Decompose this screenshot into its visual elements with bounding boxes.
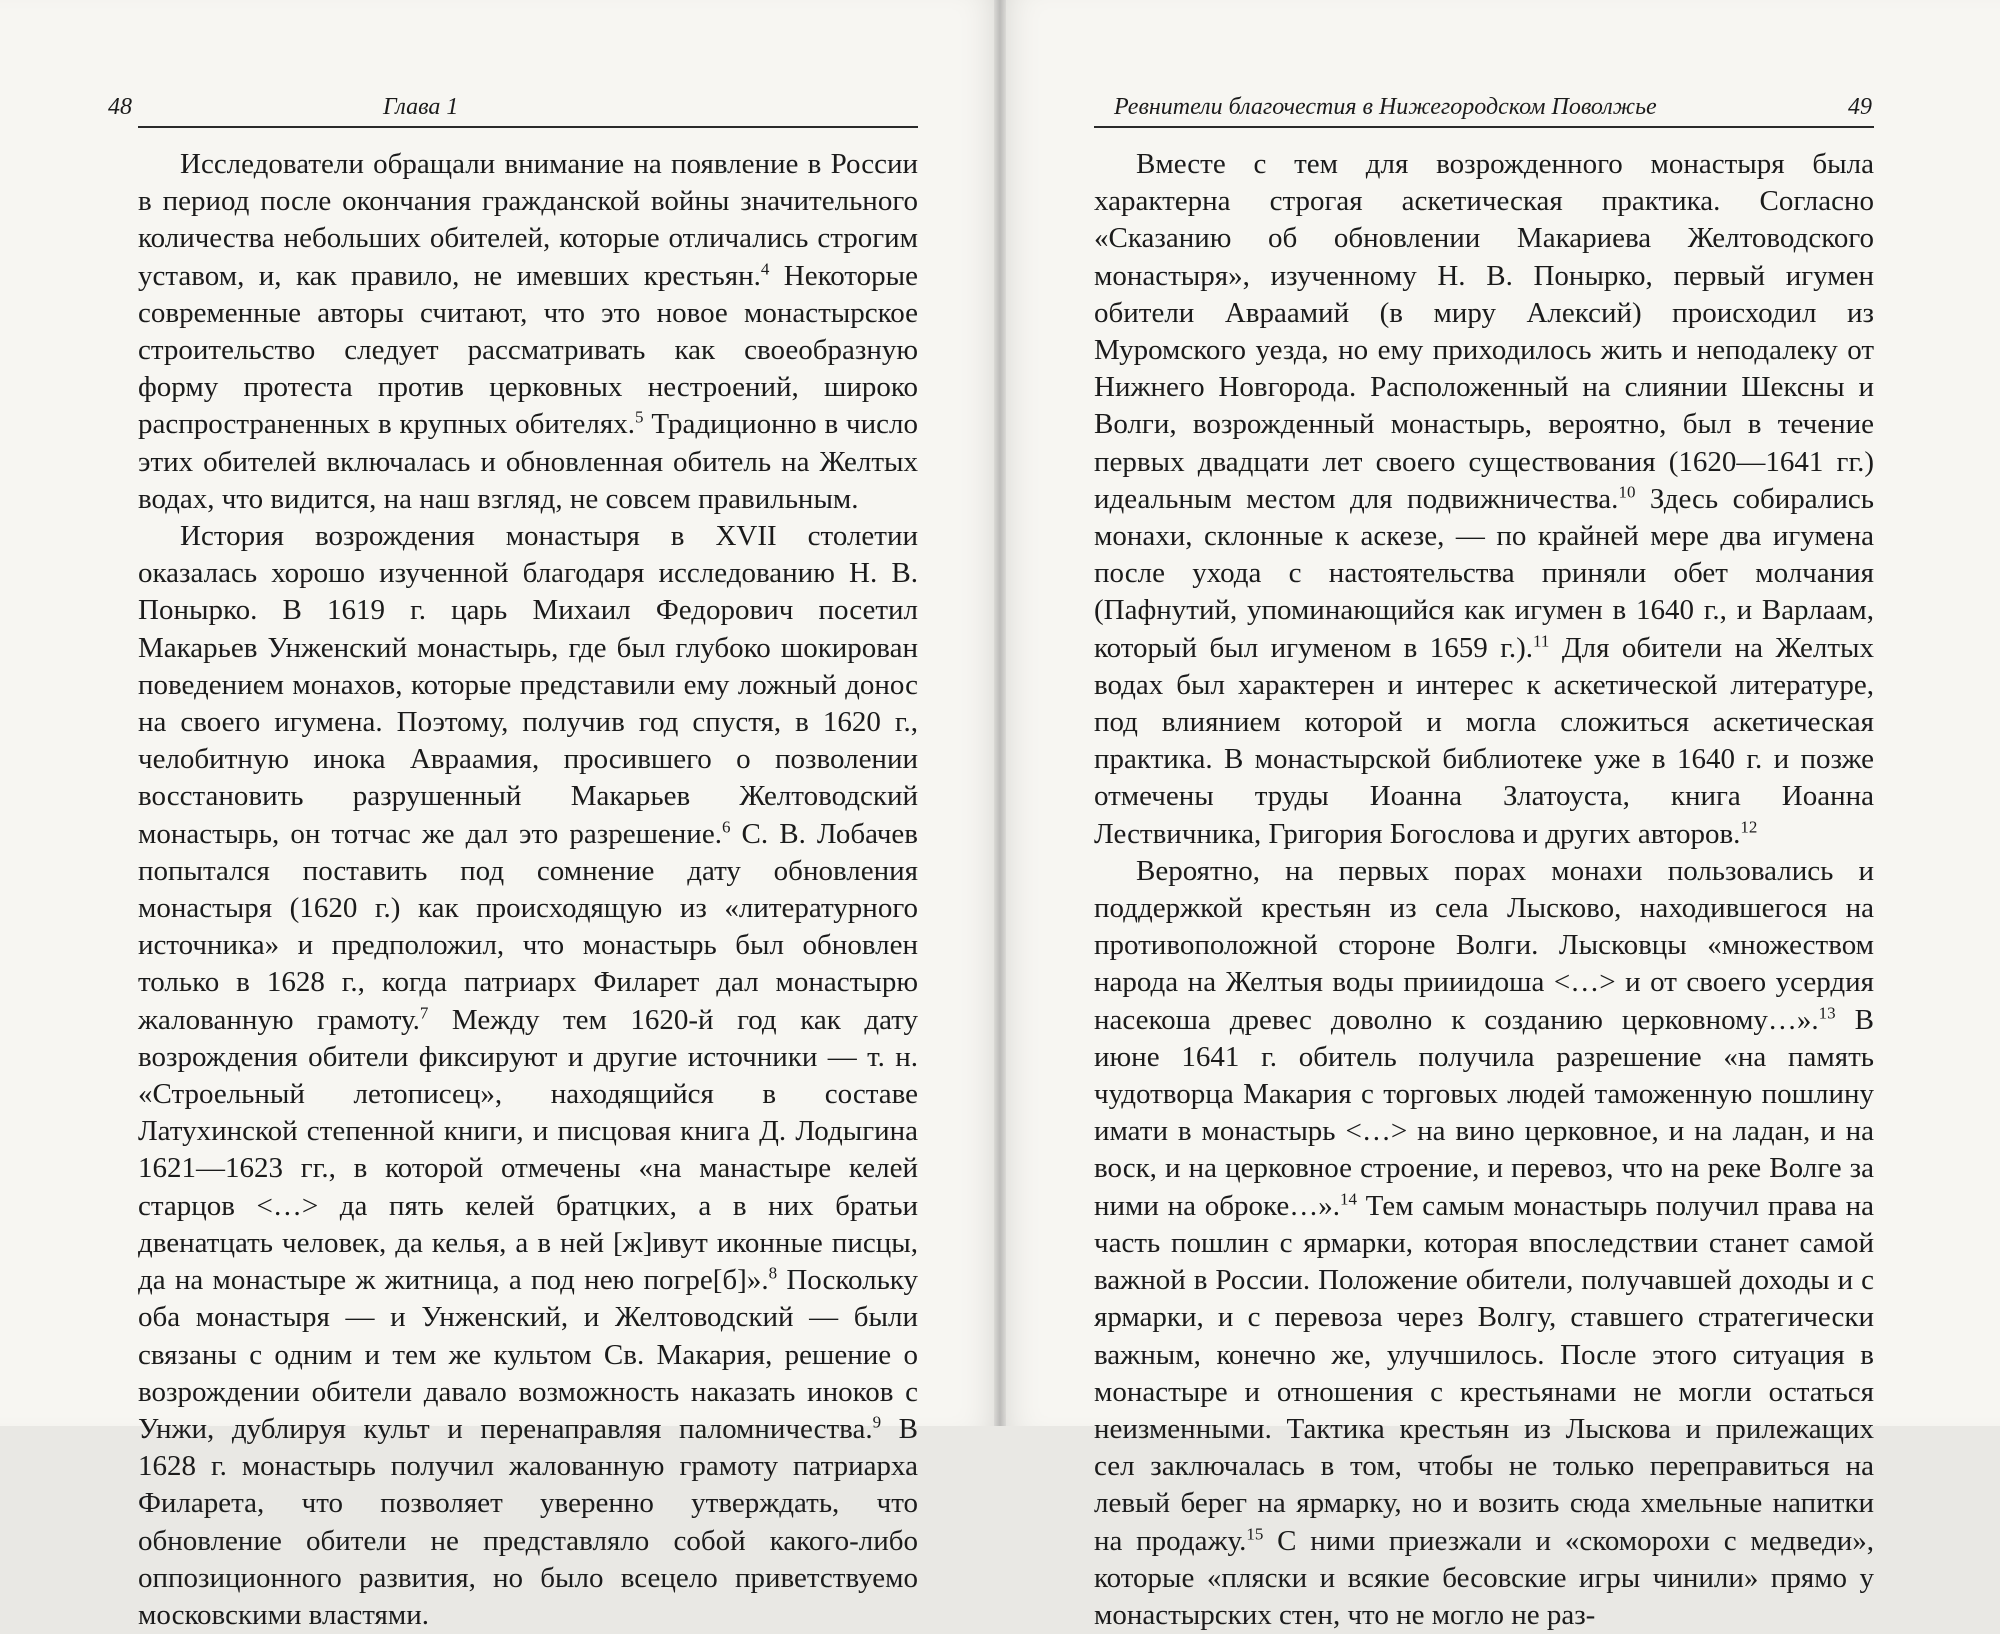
footnote-ref: 12: [1740, 817, 1758, 836]
footnote-ref: 7: [419, 1003, 429, 1023]
text-run: Исследователи обращали внимание на появление в России в период после окончания гражданской войны значительного количества небольших обителей, которые отличались строгим уставом, и, как правило, не имевших крестьян.: [138, 148, 918, 292]
text-run: Между тем 1620-й год как дату возрождения обители фиксируют и другие источники — т. н. «Строельный летописец», находящийся в составе Латухинской степенной книги, и писцовая книга Д. Лодыгина 1621—1623 гг., в которой отмечены «на манастыре келей старцов <…> да пять келей братцких, а в них братьи двенатцать человек, да келья, а в ней [ж]ивут иконные писцы, да на монастыре ж житница, а под нею погре[б]».: [138, 1003, 918, 1297]
paragraph: [138, 146, 918, 518]
text-run: Здесь собирались монахи, склонные к аскезе, — по крайней мере два игумена после ухода с настоятельства приняли обет молчания (Пафнутий, упоминающийся как игумен в 1640 г., и Варлаам, который был игуменом в 1659 г.).: [1094, 482, 1874, 664]
right-page: [1000, 0, 2000, 1631]
text-run: Традиционно в число этих обителей включалась и обновленная обитель на Желтых водах, что видится, на наш взгляд, не совсем правильным.: [138, 408, 918, 515]
text-run: Вместе с тем для возрожденного монастыря была характерна строгая аскетическая практика. Согласно «Сказанию об обновлении Макариева Желтоводского монастыря», изученному Н. В. Понырко, первый игумен обители Авраамий (в миру Алексий) происходил из Муромского уезда, но ему приходилось жить и неподалеку от Нижнего Новгорода. Расположенный на слиянии Шексны и Волги, возрожденный монастырь, вероятно, был в течение первых двадцати лет своего существования (1620—1641 гг.) идеальным местом для подвижничества.: [1094, 148, 1874, 515]
running-head: Ревнители благочестия в Нижегородском Поволжье: [1114, 94, 1657, 120]
text-run: В 1628 г. монастырь получил жалованную грамоту патриарха Филарета, что позволяет уверенно утверждать, что обновление обители не представляло собой какого-либо оппозиционного развития, но было всецело приветствуемо московскими властями.: [138, 1412, 918, 1631]
paragraph: [1094, 146, 1874, 853]
footnote-ref: 14: [1339, 1189, 1357, 1209]
footnote-ref: 5: [635, 407, 644, 427]
text-run: В июне 1641 г. обитель получила разрешение «на память чудотворца Макария с торговых людей таможенную пошлину имати в монастырь <…> на вино церковное, и на ладан, и на воск, и на церковное строение, и перевоз, что на реке Волге за ними на оброке…».: [1094, 1003, 1874, 1222]
footnote-ref: 13: [1818, 1003, 1836, 1023]
text-run: С ними приезжали и «скоморохи с медведи», которые «пляски и всякие бесовские игры чинили» прямо у монастырских стен, что не могло не раз-: [1094, 1524, 1874, 1631]
footnote-ref: 8: [768, 1263, 778, 1283]
book-gutter: [994, 0, 1006, 1426]
left-page: [0, 0, 1000, 1631]
paragraph: [1094, 853, 1874, 1634]
left-page-header: [108, 90, 918, 128]
running-head: Глава 1: [383, 94, 459, 120]
left-page-body: [138, 146, 918, 1634]
text-run: Поскольку оба монастыря — и Унженский, и Желтоводский — были связаны с одним и тем же культом Св. Макария, решение о возрождении обители давало возможность наказать иноков с Унжи, дублируя культ и перенаправляя паломничества.: [138, 1264, 918, 1445]
page-number: 48: [108, 94, 132, 120]
footnote-ref: 10: [1618, 482, 1636, 502]
right-page-header: [1094, 90, 1874, 128]
text-run: Некоторые современные авторы считают, что это новое монастырское строительство следует рассматривать как своеобразную форму протеста против церковных нестроений, широко распространенных в крупных обителях.: [138, 259, 918, 441]
footnote-ref: 6: [721, 817, 731, 836]
paragraph: [138, 518, 918, 1634]
text-run: С. В. Лобачев попытался поставить под сомнение дату обновления монастыря (1620 г.) как происходящую из «литературного источника» и предположил, что монастырь был обновлен только в 1628 г., когда патриарх Филарет дал монастырю жалованную грамоту.: [138, 817, 918, 1036]
right-page-body: [1094, 146, 1874, 1634]
text-run: История возрождения монастыря в XVII столетии оказалась хорошо изученной благодаря исследованию Н. В. Понырко. В 1619 г. царь Михаил Федорович посетил Макарьев Унженский монастырь, где был глубоко шокирован поведением монахов, которые представили ему ложный донос на своего игумена. Поэтому, получив год спустя, в 1620 г., челобитную инока Авраамия, просившего о позволении восстановить разрушенный Макарьев Желтоводский монастырь, он тотчас же дал это разрешение.: [138, 520, 918, 850]
footnote-ref: 9: [872, 1412, 882, 1432]
page-number: 49: [1848, 94, 1872, 120]
text-run: Вероятно, на первых порах монахи пользовались и поддержкой крестьян из села Лысково, находившегося на противоположной стороне Волги. Лысковцы «множеством народа на Желтыя воды прииидоша <…> и от своего усердия насекоша древес доволно к созданию церковному…».: [1094, 854, 1874, 1036]
text-run: Тем самым монастырь получил права на часть пошлин с ярмарки, которая впоследствии станет самой важной в России. Положение обители, получавшей доходы и с ярмарки, и с перевоза через Волгу, ставшего стратегически важным, конечно же, улучшилось. После этого ситуация в монастыре и отношения с крестьянами не могли остаться неизменными. Тактика крестьян из Лыскова и прилежащих сел заключалась в том, чтобы не только переправиться на левый берег на ярмарку, но и возить сюда хмельные напитки на продажу.: [1094, 1189, 1874, 1557]
footnote-ref: 15: [1246, 1523, 1264, 1543]
footnote-ref: 4: [760, 258, 770, 278]
footnote-ref: 11: [1533, 630, 1550, 650]
text-run: Для обители на Желтых водах был характерен и интерес к аскетической литературе, под влиянием которой и могла сложиться аскетическая практика. В монастырской библиотеке уже в 1640 г. и позже отмечены труды Иоанна Златоуста, книга Иоанна Лествичника, Григория Богослова и других авторов.: [1094, 631, 1874, 850]
